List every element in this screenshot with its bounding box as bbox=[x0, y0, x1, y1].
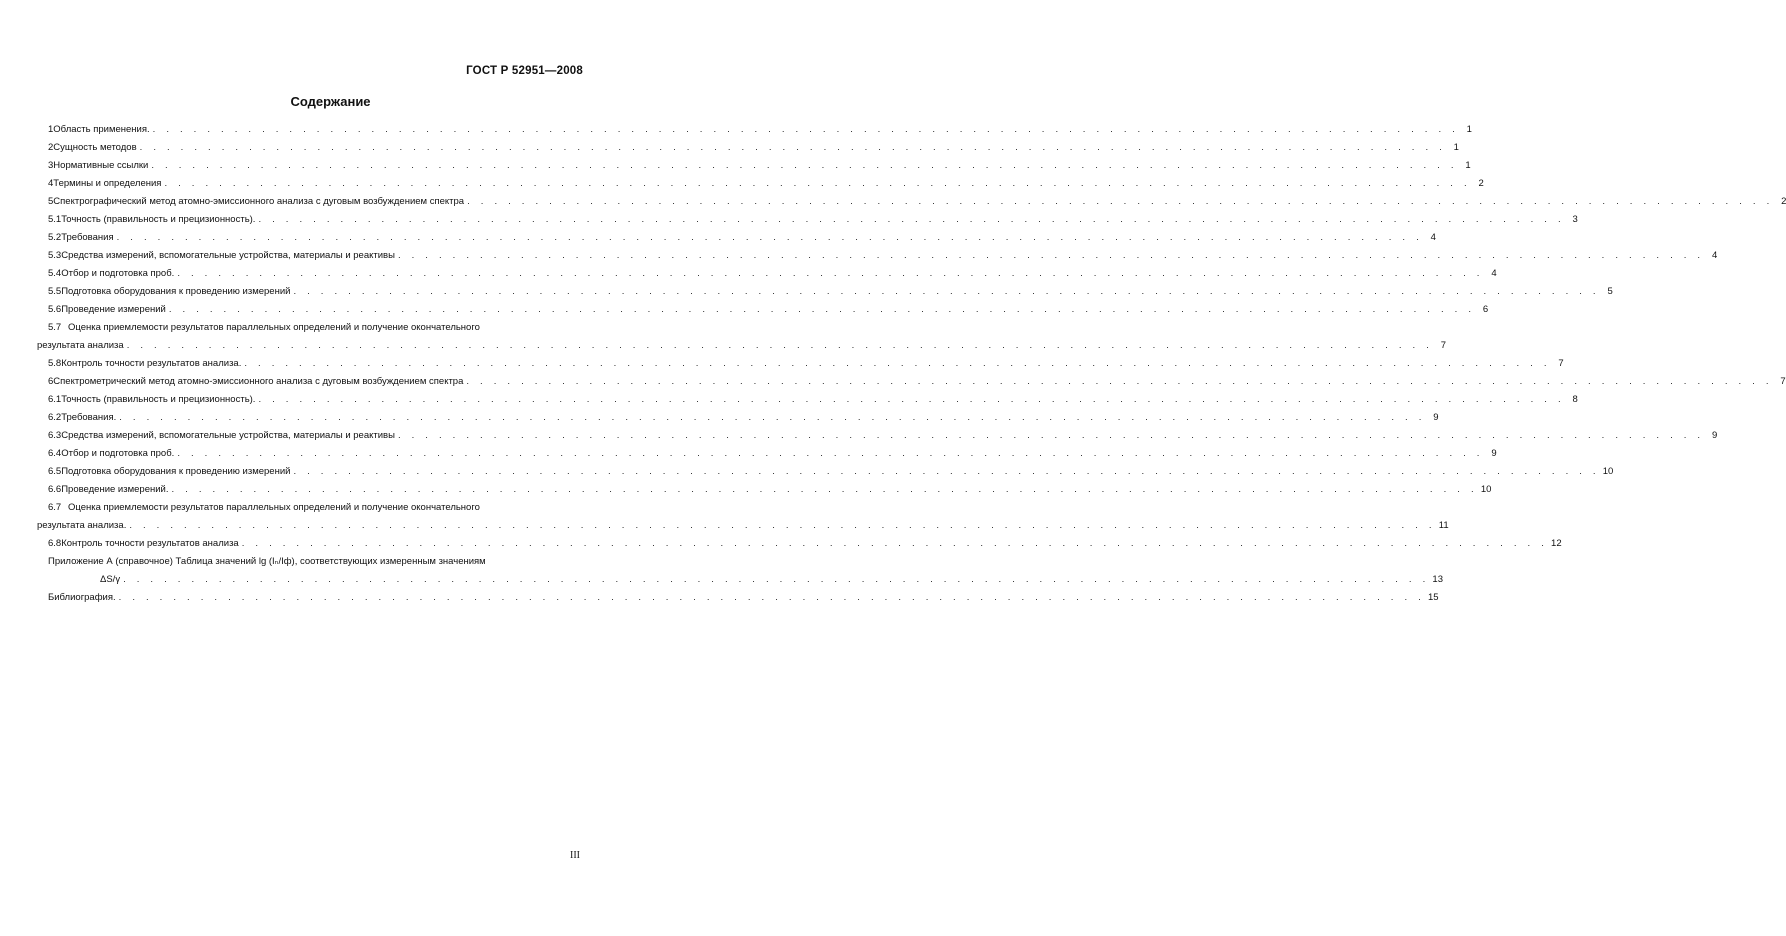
toc-entry-number: 5 bbox=[48, 196, 54, 207]
toc-entry-number: 5.7 bbox=[48, 322, 62, 333]
toc-entry-number: 5.4 bbox=[48, 268, 62, 279]
toc-entry-page: 11 bbox=[1438, 520, 1449, 531]
toc-entry-number: 5.2 bbox=[48, 232, 62, 243]
toc-entry bbox=[48, 157, 1471, 175]
toc-entry-number: 6 bbox=[48, 376, 54, 387]
toc-entry bbox=[48, 589, 1439, 607]
toc-entry-page: 5 bbox=[1607, 286, 1613, 297]
toc-entry-title: Оценка приемлемости результатов параллельных определений и получение окончательного bbox=[68, 502, 480, 513]
page-title: Содержание bbox=[290, 94, 371, 109]
toc-entry-title: Термины и определения bbox=[53, 178, 162, 189]
toc-entry-number: 5.1 bbox=[48, 214, 62, 225]
toc-leader-dots: . . . . . . . . . . . . . . . . . . . . . . . . . . . . . . . . . . . . . . . . . . . . . . . . . . . . . . . . . . . . . . . . . . . . . . . . . . . . . . . . . . . . . . . . . . . . . . . . bbox=[466, 376, 1773, 387]
toc-entry bbox=[48, 409, 1439, 427]
toc-entry-title: Спектрографический метод атомно-эмиссионного анализа с дуговым возбуждением спектра bbox=[53, 196, 465, 207]
toc-leader-dots: . . . . . . . . . . . . . . . . . . . . . . . . . . . . . . . . . . . . . . . . . . . . . . . . . . . . . . . . . . . . . . . . . . . . . . . . . . . . . . . . . . . . . . . . . . . . . . . . bbox=[241, 538, 1549, 549]
toc-entry bbox=[48, 355, 1564, 373]
toc-entry bbox=[48, 175, 1484, 193]
toc-entry-number: 6.2 bbox=[48, 412, 62, 423]
toc-entry-page: 2 bbox=[1478, 178, 1484, 189]
toc-leader-dots: . . . . . . . . . . . . . . . . . . . . . . . . . . . . . . . . . . . . . . . . . . . . . . . . . . . . . . . . . . . . . . . . . . . . . . . . . . . . . . . . . . . . . . . . . . . . . . . . bbox=[258, 214, 1565, 225]
toc-entry-page: 7 bbox=[1440, 340, 1447, 351]
toc-leader-dots: . . . . . . . . . . . . . . . . . . . . . . . . . . . . . . . . . . . . . . . . . . . . . . . . . . . . . . . . . . . . . . . . . . . . . . . . . . . . . . . . . . . . . . . . . . . . . . . . bbox=[129, 520, 1436, 531]
toc-entry bbox=[48, 301, 1489, 319]
toc-entry-page: 10 bbox=[1602, 466, 1614, 477]
toc-entry-page: 3 bbox=[1572, 214, 1578, 225]
toc-entry-title: Требования bbox=[61, 232, 114, 243]
toc-entry-number: 4 bbox=[48, 178, 54, 189]
toc-entry bbox=[48, 265, 1497, 283]
toc-entry-title: Отбор и подготовка проб. bbox=[61, 448, 175, 459]
toc-entry bbox=[48, 229, 1436, 247]
toc-leader-dots: . . . . . . . . . . . . . . . . . . . . . . . . . . . . . . . . . . . . . . . . . . . . . . . . . . . . . . . . . . . . . . . . . . . . . . . . . . . . . . . . . . . . . . . . . . . . . . . . bbox=[152, 124, 1459, 135]
toc-entry-title: Проведение измерений. bbox=[61, 484, 169, 495]
toc-entry-page: 1 bbox=[1466, 124, 1472, 135]
toc-entry-number: 6.7 bbox=[48, 502, 62, 513]
toc-entry-title: Отбор и подготовка проб. bbox=[61, 268, 175, 279]
toc-leader-dots: . . . . . . . . . . . . . . . . . . . . . . . . . . . . . . . . . . . . . . . . . . . . . . . . . . . . . . . . . . . . . . . . . . . . . . . . . . . . . . . . . . . . . . . . . . . . . . . . bbox=[126, 340, 1434, 351]
toc-entry-title: Подготовка оборудования к проведению измерений bbox=[61, 286, 291, 297]
toc-leader-dots: . . . . . . . . . . . . . . . . . . . . . . . . . . . . . . . . . . . . . . . . . . . . . . . . . . . . . . . . . . . . . . . . . . . . . . . . . . . . . . . . . . . . . . . . . . . . . . . . bbox=[118, 592, 1425, 603]
toc-entry-number: 6.6 bbox=[48, 484, 62, 495]
toc-entry-title: Нормативные ссылки bbox=[53, 160, 149, 171]
toc-entry-title: Контроль точности результатов анализа. bbox=[61, 358, 242, 369]
toc-entry-title: Оценка приемлемости результатов параллельных определений и получение окончательного bbox=[68, 322, 480, 333]
toc-entry-title-continued: результата анализа bbox=[37, 340, 124, 351]
toc-entry-page: 8 bbox=[1572, 394, 1578, 405]
toc-entry-title: Точность (правильность и прецизионность). bbox=[61, 394, 256, 405]
toc-entry bbox=[48, 463, 1614, 481]
toc-leader-dots: . . . . . . . . . . . . . . . . . . . . . . . . . . . . . . . . . . . . . . . . . . . . . . . . . . . . . . . . . . . . . . . . . . . . . . . . . . . . . . . . . . . . . . . . . . . . . . . . bbox=[116, 232, 1423, 243]
toc-entry-page: 4 bbox=[1711, 250, 1718, 261]
toc-leader-dots: . . . . . . . . . . . . . . . . . . . . . . . . . . . . . . . . . . . . . . . . . . . . . . . . . . . . . . . . . . . . . . . . . . . . . . . . . . . . . . . . . . . . . . . . . . . . . . . . bbox=[244, 358, 1551, 369]
toc-entry-page: 4 bbox=[1430, 232, 1436, 243]
toc-leader-dots: . . . . . . . . . . . . . . . . . . . . . . . . . . . . . . . . . . . . . . . . . . . . . . . . . . . . . . . . . . . . . . . . . . . . . . . . . . . . . . . . . . . . . . . . . . . . . . . . bbox=[177, 448, 1484, 459]
standard-header: ГОСТ Р 52951—2008 bbox=[466, 65, 583, 77]
toc-entry bbox=[48, 373, 1786, 391]
toc-entry-number: 5.5 bbox=[48, 286, 62, 297]
toc-entry-title: Контроль точности результатов анализа bbox=[61, 538, 239, 549]
toc-leader-dots: . . . . . . . . . . . . . . . . . . . . . . . . . . . . . . . . . . . . . . . . . . . . . . . . . . . . . . . . . . . . . . . . . . . . . . . . . . . . . . . . . . . . . . . . . . . . . . . . bbox=[177, 268, 1484, 279]
toc-entry-title-continued: ΔS/γ bbox=[100, 574, 121, 585]
toc-entry-title: Область применения. bbox=[53, 124, 150, 135]
toc-entry-page: 6 bbox=[1482, 304, 1489, 315]
toc-leader-dots: . . . . . . . . . . . . . . . . . . . . . . . . . . . . . . . . . . . . . . . . . . . . . . . . . . . . . . . . . . . . . . . . . . . . . . . . . . . . . . . . . . . . . . . . . . . . . . . . bbox=[397, 250, 1705, 261]
toc-entry-page: 7 bbox=[1558, 358, 1564, 369]
toc-entry-title: Требования. bbox=[61, 412, 117, 423]
toc-entry-page: 7 bbox=[1780, 376, 1786, 387]
toc-entry-title: Проведение измерений bbox=[61, 304, 166, 315]
toc-entry bbox=[37, 319, 1447, 355]
toc-entry-number: 6.3 bbox=[48, 430, 62, 441]
toc-entry bbox=[48, 211, 1578, 229]
toc-entry-number: 1 bbox=[48, 124, 54, 135]
toc-leader-dots: . . . . . . . . . . . . . . . . . . . . . . . . . . . . . . . . . . . . . . . . . . . . . . . . . . . . . . . . . . . . . . . . . . . . . . . . . . . . . . . . . . . . . . . . . . . . . . . . bbox=[151, 160, 1458, 171]
toc-entry-page: 1 bbox=[1453, 142, 1459, 153]
toc-entry-number: 6.5 bbox=[48, 466, 62, 477]
toc-leader-dots: . . . . . . . . . . . . . . . . . . . . . . . . . . . . . . . . . . . . . . . . . . . . . . . . . . . . . . . . . . . . . . . . . . . . . . . . . . . . . . . . . . . . . . . . . . . . . . . . bbox=[467, 196, 1774, 207]
toc-entry-title: Приложение А (справочное) Таблица значений lg (Iₙ/Iф), соответствующих измеренным значениям bbox=[48, 556, 486, 567]
toc-entry-page: 13 bbox=[1432, 574, 1443, 585]
toc-entry-number: 6.1 bbox=[48, 394, 62, 405]
toc-entry-page: 9 bbox=[1491, 448, 1497, 459]
toc-entry-page: 15 bbox=[1427, 592, 1439, 603]
toc-entry-page: 9 bbox=[1711, 430, 1718, 441]
toc-entry-number: 5.3 bbox=[48, 250, 62, 261]
table-of-contents bbox=[37, 121, 1786, 607]
toc-leader-dots: . . . . . . . . . . . . . . . . . . . . . . . . . . . . . . . . . . . . . . . . . . . . . . . . . . . . . . . . . . . . . . . . . . . . . . . . . . . . . . . . . . . . . . . . . . . . . . . . bbox=[119, 412, 1426, 423]
toc-entry bbox=[48, 535, 1562, 553]
toc-entry-page: 9 bbox=[1433, 412, 1439, 423]
toc-entry bbox=[48, 139, 1459, 157]
toc-entry-number: 5.8 bbox=[48, 358, 62, 369]
toc-entry-number: 2 bbox=[48, 142, 54, 153]
toc-entry bbox=[48, 427, 1718, 445]
toc-entry-page: 12 bbox=[1551, 538, 1562, 549]
toc-leader-dots: . . . . . . . . . . . . . . . . . . . . . . . . . . . . . . . . . . . . . . . . . . . . . . . . . . . . . . . . . . . . . . . . . . . . . . . . . . . . . . . . . . . . . . . . . . . . . . . . bbox=[123, 574, 1430, 585]
toc-entry-number: 5.6 bbox=[48, 304, 62, 315]
toc-entry-title: Средства измерений, вспомогательные устройства, материалы и реактивы bbox=[61, 250, 395, 261]
toc-leader-dots: . . . . . . . . . . . . . . . . . . . . . . . . . . . . . . . . . . . . . . . . . . . . . . . . . . . . . . . . . . . . . . . . . . . . . . . . . . . . . . . . . . . . . . . . . . . . . . . . bbox=[258, 394, 1565, 405]
toc-entry-title: Подготовка оборудования к проведению измерений bbox=[61, 466, 291, 477]
toc-leader-dots: . . . . . . . . . . . . . . . . . . . . . . . . . . . . . . . . . . . . . . . . . . . . . . . . . . . . . . . . . . . . . . . . . . . . . . . . . . . . . . . . . . . . . . . . . . . . . . . . bbox=[164, 178, 1471, 189]
toc-entry bbox=[48, 121, 1472, 139]
toc-entry bbox=[48, 445, 1497, 463]
toc-entry bbox=[48, 247, 1718, 265]
toc-entry-title: Средства измерений, вспомогательные устройства, материалы и реактивы bbox=[61, 430, 395, 441]
toc-leader-dots: . . . . . . . . . . . . . . . . . . . . . . . . . . . . . . . . . . . . . . . . . . . . . . . . . . . . . . . . . . . . . . . . . . . . . . . . . . . . . . . . . . . . . . . . . . . . . . . . bbox=[171, 484, 1478, 495]
toc-leader-dots: . . . . . . . . . . . . . . . . . . . . . . . . . . . . . . . . . . . . . . . . . . . . . . . . . . . . . . . . . . . . . . . . . . . . . . . . . . . . . . . . . . . . . . . . . . . . . . . . bbox=[293, 466, 1600, 477]
toc-entry bbox=[48, 193, 1786, 211]
toc-entry-page: 10 bbox=[1480, 484, 1492, 495]
toc-entry-title: Сущность методов bbox=[53, 142, 137, 153]
toc-entry-number: 6.8 bbox=[48, 538, 62, 549]
toc-entry-page: 2 bbox=[1781, 196, 1786, 207]
toc-entry bbox=[48, 391, 1578, 409]
toc-leader-dots: . . . . . . . . . . . . . . . . . . . . . . . . . . . . . . . . . . . . . . . . . . . . . . . . . . . . . . . . . . . . . . . . . . . . . . . . . . . . . . . . . . . . . . . . . . . . . . . . bbox=[168, 304, 1476, 315]
toc-leader-dots: . . . . . . . . . . . . . . . . . . . . . . . . . . . . . . . . . . . . . . . . . . . . . . . . . . . . . . . . . . . . . . . . . . . . . . . . . . . . . . . . . . . . . . . . . . . . . . . . bbox=[293, 286, 1600, 297]
toc-entry-page: 4 bbox=[1491, 268, 1497, 279]
toc-entry-number: 3 bbox=[48, 160, 54, 171]
toc-entry-title: Точность (правильность и прецизионность). bbox=[61, 214, 256, 225]
toc-entry bbox=[48, 283, 1613, 301]
toc-entry-title: Спектрометрический метод атомно-эмиссионного анализа с дуговым возбуждением спектра bbox=[53, 376, 464, 387]
toc-entry bbox=[48, 481, 1492, 499]
toc-entry-title: Библиография. bbox=[48, 592, 116, 603]
toc-entry bbox=[37, 499, 1449, 535]
page-folio: III bbox=[570, 850, 580, 861]
toc-entry-page: 1 bbox=[1465, 160, 1471, 171]
toc-entry-title-continued: результата анализа. bbox=[37, 520, 127, 531]
toc-entry-number: 6.4 bbox=[48, 448, 62, 459]
toc-entry bbox=[48, 553, 1443, 589]
toc-leader-dots: . . . . . . . . . . . . . . . . . . . . . . . . . . . . . . . . . . . . . . . . . . . . . . . . . . . . . . . . . . . . . . . . . . . . . . . . . . . . . . . . . . . . . . . . . . . . . . . . bbox=[397, 430, 1705, 441]
toc-leader-dots: . . . . . . . . . . . . . . . . . . . . . . . . . . . . . . . . . . . . . . . . . . . . . . . . . . . . . . . . . . . . . . . . . . . . . . . . . . . . . . . . . . . . . . . . . . . . . . . . bbox=[139, 142, 1446, 153]
